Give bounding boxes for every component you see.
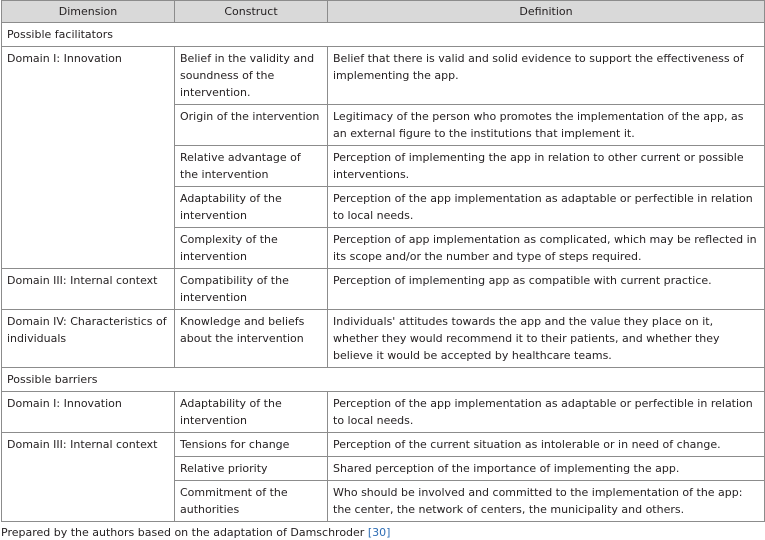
dimension-cell: Domain III: Internal context	[2, 433, 175, 522]
dimension-cell: Domain III: Internal context	[2, 269, 175, 310]
definition-cell: Legitimacy of the person who promotes the implementation of the app, as an external figure to the institutions that implement it.	[328, 105, 765, 146]
footnote-reference-link[interactable]: [30]	[367, 526, 391, 539]
construct-cell: Knowledge and beliefs about the intervention	[175, 310, 328, 368]
definition-cell: Perception of implementing app as compatible with current practice.	[328, 269, 765, 310]
construct-cell: Complexity of the intervention	[175, 228, 328, 269]
definition-cell: Belief that there is valid and solid evidence to support the effectiveness of implementing the app.	[328, 47, 765, 105]
table-row	[2, 47, 765, 105]
construct-cell: Tensions for change	[175, 433, 328, 457]
dimension-cell: Domain IV: Characteristics of individuals	[2, 310, 175, 368]
construct-cell: Belief in the validity and soundness of the intervention.	[175, 47, 328, 105]
construct-cell: Relative priority	[175, 457, 328, 481]
definition-cell: Shared perception of the importance of implementing the app.	[328, 457, 765, 481]
header-definition: Definition	[328, 1, 765, 23]
section-label: Possible facilitators	[2, 23, 765, 47]
construct-cell: Origin of the intervention	[175, 105, 328, 146]
definition-cell: Perception of the app implementation as adaptable or perfectible in relation to local needs.	[328, 187, 765, 228]
definition-cell: Individuals' attitudes towards the app and the value they place on it, whether they would recommend it to their patients, and whether they believe it would be accepted by healthcare teams.	[328, 310, 765, 368]
table-row	[2, 269, 765, 310]
dimension-cell: Domain I: Innovation	[2, 392, 175, 433]
definition-cell: Perception of the app implementation as adaptable or perfectible in relation to local needs.	[328, 392, 765, 433]
constructs-table	[1, 0, 765, 522]
section-row	[2, 368, 765, 392]
construct-cell: Commitment of the authorities	[175, 481, 328, 522]
construct-cell: Adaptability of the intervention	[175, 392, 328, 433]
construct-cell: Relative advantage of the intervention	[175, 146, 328, 187]
construct-cell: Compatibility of the intervention	[175, 269, 328, 310]
header-dimension: Dimension	[2, 1, 175, 23]
section-label: Possible barriers	[2, 368, 765, 392]
table-row	[2, 310, 765, 368]
header-construct: Construct	[175, 1, 328, 23]
table-row	[2, 392, 765, 433]
footnote-text: Prepared by the authors based on the adaptation of Damschroder	[1, 526, 368, 539]
construct-cell: Adaptability of the intervention	[175, 187, 328, 228]
table-header-row	[2, 1, 765, 23]
table-row	[2, 433, 765, 457]
dimension-cell: Domain I: Innovation	[2, 47, 175, 269]
section-row	[2, 23, 765, 47]
table-footnote	[0, 522, 765, 540]
definition-cell: Perception of the current situation as intolerable or in need of change.	[328, 433, 765, 457]
definition-cell: Perception of app implementation as complicated, which may be reflected in its scope and/or the number and type of steps required.	[328, 228, 765, 269]
table-body	[2, 23, 765, 522]
definition-cell: Who should be involved and committed to the implementation of the app: the center, the network of centers, the municipality and others.	[328, 481, 765, 522]
definition-cell: Perception of implementing the app in relation to other current or possible interventions.	[328, 146, 765, 187]
